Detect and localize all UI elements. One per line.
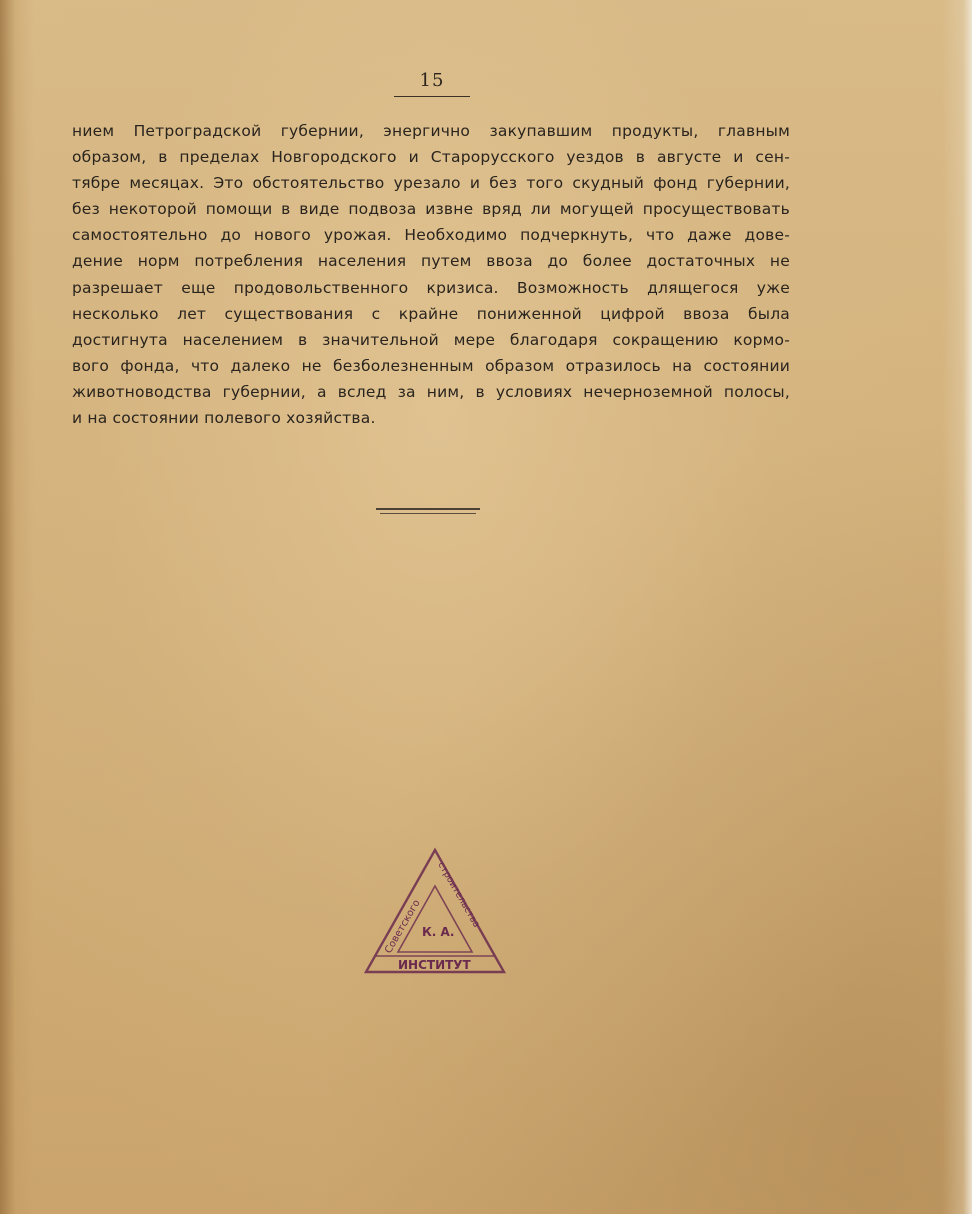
stamp-left-text: Советского — [383, 898, 423, 956]
paragraph-line: нием Петроградской губернии, энергично закупавшим продукты, главным — [72, 122, 790, 140]
page-number-rule — [394, 96, 470, 97]
page-number: 15 — [419, 70, 445, 91]
paragraph-line: тябре месяцах. Это обстоятельство урезало и без того скудный фонд губернии, — [72, 174, 790, 193]
paragraph-line: несколько лет существования с крайне пониженной цифрой ввоза была — [72, 304, 790, 323]
paragraph-line: животноводства губернии, а вслед за ним, в условиях нечерноземной полосы, — [72, 382, 790, 401]
paragraph-line: самостоятельно до нового урожая. Необходимо подчеркнуть, что даже дове- — [72, 226, 790, 245]
stamp-right-text: строительства — [435, 860, 482, 930]
paragraph-line: образом, в пределах Новгородского и Старорусского уездов в августе и сен- — [72, 148, 790, 167]
page-left-edge-shadow — [0, 0, 34, 1214]
paragraph-line: достигнута населением в значительной мере благодаря сокращению кормо- — [72, 330, 790, 349]
stamp-triangle-graphic — [360, 846, 510, 976]
body-paragraph — [72, 118, 790, 431]
stamp-bottom-text: ИНСТИТУТ — [398, 958, 471, 972]
stamp-center-text: К. А. — [422, 925, 455, 939]
page-right-edge-highlight — [942, 0, 972, 1214]
section-divider-ornament — [376, 508, 480, 516]
paragraph-line: вого фонда, что далеко не безболезненным образом отразилось на состоянии — [72, 356, 790, 375]
paragraph-line: дение норм потребления населения путем ввоза до более достаточных не — [72, 252, 790, 271]
paragraph-line: без некоторой помощи в виде подвоза извне вряд ли могущей просуществовать — [72, 200, 790, 219]
paragraph-line: разрешает еще продовольственного кризиса. Возможность длящегося уже — [72, 278, 790, 297]
institute-stamp — [360, 846, 510, 976]
paragraph-line: и на состоянии полевого хозяйства. — [72, 409, 376, 428]
